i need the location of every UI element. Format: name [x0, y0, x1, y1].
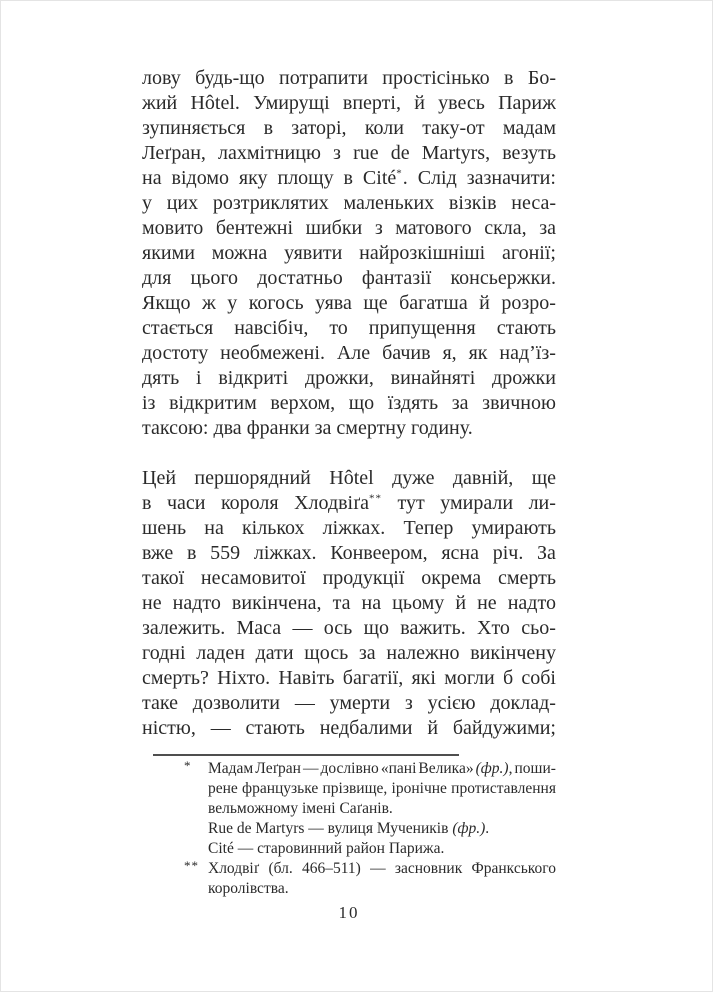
text-line: в часи короля Хлодвіґа** тут умирали ли- — [142, 492, 556, 514]
fn-text: вельможному імені Саґанів. — [208, 800, 393, 817]
paragraph-1 — [142, 66, 556, 441]
fn-text: рене французьке прізвище, іронічне протиставлення — [208, 780, 556, 797]
footnote-line — [142, 859, 556, 879]
text-line: таке дозволити — умерти з усією доклад- — [142, 692, 556, 714]
text-line: годні ладен дати щось за належно викінчену — [142, 642, 556, 664]
fn-text: Cité — старовинний район Парижа. — [208, 840, 445, 857]
footnote-line — [142, 839, 556, 859]
fn-text: королівства. — [208, 880, 289, 897]
footnotes-block — [142, 759, 556, 899]
footnote-marker — [142, 799, 208, 816]
text-line: лову будь-що потрапити простісінько в Бо- — [142, 67, 556, 89]
text-line: якими можна уявити найрозкішніші агонії; — [142, 242, 556, 264]
text-line: Якщо ж у когось уява ще багатша й розро- — [142, 292, 556, 314]
text-line: зупиняється в заторі, коли таку-от мадам — [142, 117, 556, 139]
text-line: для цього достатньо фантазії консьержки. — [142, 267, 556, 289]
footnote-line — [142, 879, 556, 899]
text-line: шень на кількох ліжках. Тепер умирають — [142, 517, 556, 539]
fn-text: Мадам Леґран — дослівно «пані Велика» (фр.), поши- — [208, 760, 556, 777]
text-line: залежить. Маса — ось що важить. Хто сьо- — [142, 617, 556, 639]
text-line: Леґран, лахмітницю з rue de Martyrs, везуть — [142, 142, 556, 164]
footnote-marker — [142, 879, 208, 896]
text-line: ністю, — стають недбалими й байдужими; — [142, 717, 556, 739]
main-text-column — [142, 66, 556, 741]
text-line: мовито бентежні шибки з матового скла, за — [142, 217, 556, 239]
text-line: жий Hôtel. Умирущі вперті, й увесь Париж — [142, 92, 556, 114]
text-line: смерть? Ніхто. Навіть багатії, які могли б собі — [142, 667, 556, 689]
text-line: стається навсібіч, то припущення стають — [142, 317, 556, 339]
paragraph-2 — [142, 466, 556, 741]
text-line: таксою: два франки за смертну годину. — [142, 417, 473, 439]
text-line: Цей першорядний Hôtel дуже давній, ще — [142, 467, 556, 489]
page-number: 10 — [338, 903, 360, 922]
footnote-marker: * — [184, 759, 192, 773]
footnote-marker — [142, 839, 208, 856]
text-line: у цих розтриклятих маленьких візків неса- — [142, 192, 556, 214]
footnote-marker — [142, 779, 208, 796]
text-line: не надто викінчена, та на цьому й не надто — [142, 592, 556, 614]
footnote-line — [142, 799, 556, 819]
text-line: вже в 559 ліжках. Конвеером, ясна річ. За — [142, 542, 556, 564]
text-line: такої несамовитої продукції окрема смерть — [142, 567, 556, 589]
text-line: дять і відкриті дрожки, винайняті дрожки — [142, 367, 556, 389]
footnote-line — [142, 819, 556, 839]
text-line: із відкритим верхом, що їздять за звичною — [142, 392, 556, 414]
footnote-separator-rule — [153, 754, 459, 756]
fn-text: Хлодвіґ (бл. 466–511) — засновник Франкського — [208, 860, 556, 877]
footnote-marker: ** — [184, 859, 199, 873]
footnote-line — [142, 759, 556, 779]
footnote-marker — [142, 819, 208, 836]
footnote-line — [142, 779, 556, 799]
text-line: на відомо яку площу в Cité*. Слід зазначити: — [142, 167, 556, 189]
text-line: достоту необмежені. Але бачив я, як над’їз- — [142, 342, 556, 364]
fn-text: Rue de Martyrs — вулиця Мучеників (фр.). — [208, 820, 490, 837]
